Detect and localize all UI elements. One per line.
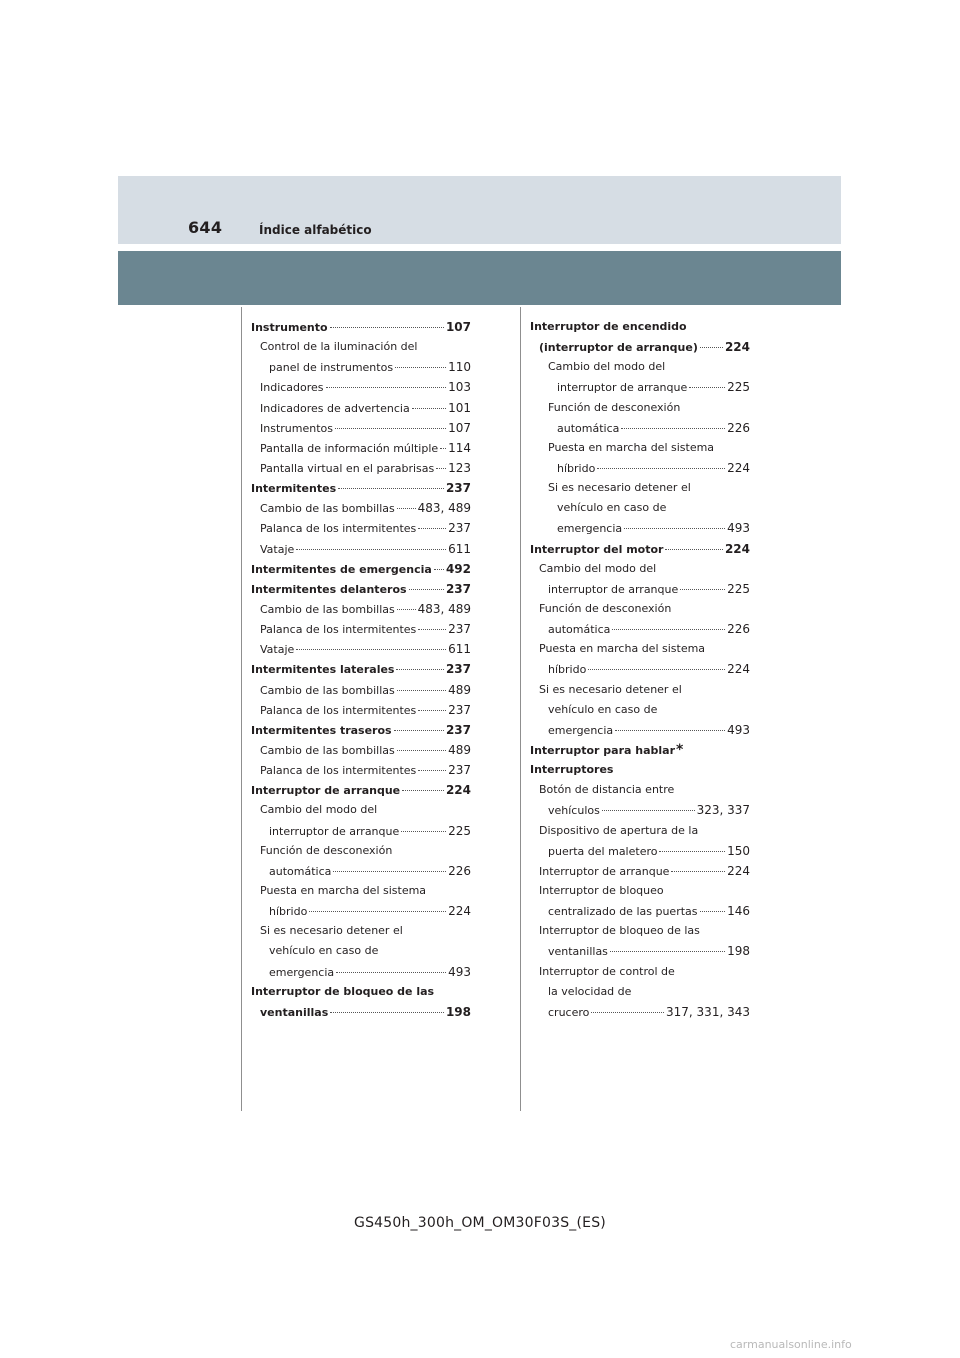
entry-label: híbrido (557, 461, 596, 475)
index-entry (530, 982, 750, 1002)
entry-label: Interruptor de bloqueo (539, 883, 664, 897)
entry-page-ref: 224 (727, 863, 750, 878)
entry-page-ref: 123 (448, 460, 471, 475)
index-entry (251, 559, 471, 579)
entry-label: Función de desconexión (548, 400, 681, 414)
entry-label: Interruptor de control de (539, 964, 675, 978)
index-entry (251, 639, 471, 659)
entry-label: vehículo en caso de (269, 944, 379, 958)
dot-leader (624, 528, 725, 529)
index-entry (251, 357, 471, 377)
index-entry (530, 861, 750, 881)
entry-label: Vataje (260, 643, 295, 657)
index-entry (251, 760, 471, 780)
entry-page-ref: 226 (727, 622, 750, 637)
entry-label: Indicadores (260, 381, 324, 395)
entry-page-ref: 150 (727, 843, 750, 858)
entry-page-ref: 226 (727, 420, 750, 435)
index-entry (530, 941, 750, 961)
entry-label: Intermitentes (251, 482, 337, 496)
index-entry (251, 579, 471, 599)
entry-label: vehículos (548, 804, 600, 818)
entry-label: (interruptor de arranque) (539, 341, 698, 355)
dot-leader (612, 629, 725, 630)
index-entry (251, 599, 471, 619)
dot-leader (588, 669, 725, 670)
entry-page-ref: 237 (445, 662, 471, 677)
entry-label: Puesta en marcha del sistema (548, 440, 715, 454)
dot-leader (409, 589, 444, 590)
index-entry (530, 700, 750, 720)
dot-leader (330, 1012, 444, 1013)
dot-leader (396, 669, 443, 670)
entry-page-ref: 114 (448, 440, 472, 455)
dot-leader (333, 871, 446, 872)
index-entry (251, 982, 471, 1002)
entry-label: Instrumento (251, 321, 328, 334)
dot-leader (680, 589, 725, 590)
entry-label: la velocidad de (548, 984, 632, 998)
dot-leader (395, 367, 446, 368)
entry-page-ref: 224 (724, 340, 750, 355)
entry-page-ref: 103 (448, 380, 471, 395)
dot-leader (671, 871, 725, 872)
entry-page-ref: 224 (445, 783, 471, 798)
dot-leader (597, 468, 725, 469)
entry-label: Cambio de las bombillas (260, 743, 395, 757)
index-entry (251, 337, 471, 357)
index-entry (251, 861, 471, 881)
dot-leader (418, 629, 446, 630)
entry-page-ref: 224 (724, 541, 750, 556)
entry-label: automática (269, 864, 332, 878)
index-entry (251, 800, 471, 820)
entry-page-ref: 493 (727, 722, 750, 737)
index-entry (530, 337, 750, 357)
entry-page-ref: 107 (448, 420, 471, 435)
entry-label: Interruptor de arranque (251, 784, 401, 798)
dot-leader (418, 770, 446, 771)
dot-leader (397, 690, 446, 691)
entry-label: Cambio de las bombillas (260, 683, 395, 697)
entry-label: Palanca de los intermitentes (260, 703, 417, 717)
index-entry (530, 458, 750, 478)
entry-page-ref: 146 (727, 904, 750, 919)
index-entry (530, 418, 750, 438)
entry-label: Botón de distancia entre (539, 783, 675, 797)
index-entry (530, 800, 750, 820)
entry-label: Indicadores de advertencia (260, 401, 410, 415)
watermark: carmanualsonline.info (730, 1338, 852, 1351)
entry-page-ref: 107 (445, 320, 471, 334)
entry-page-ref: 237 (445, 481, 471, 496)
index-entry (530, 357, 750, 377)
entry-page-ref: 226 (448, 863, 471, 878)
entry-label: Pantalla virtual en el parabrisas (260, 461, 435, 475)
index-entry (251, 539, 471, 559)
entry-page-ref: 492 (445, 561, 471, 576)
dot-leader (610, 951, 725, 952)
entry-label: Interruptor para hablar (530, 743, 675, 757)
dot-leader (602, 810, 695, 811)
index-entry (530, 559, 750, 579)
index-entry (530, 317, 750, 337)
dot-leader (700, 911, 726, 912)
dot-leader (659, 851, 725, 852)
entry-label: Puesta en marcha del sistema (539, 642, 706, 656)
entry-page-ref: 323, 337 (696, 803, 750, 818)
section-title: Índice alfabético (259, 223, 372, 237)
entry-page-ref: 493 (727, 521, 750, 536)
entry-label: centralizado de las puertas (548, 905, 698, 919)
entry-label: vehículo en caso de (548, 702, 658, 716)
entry-label: automática (557, 421, 620, 435)
index-entry (530, 881, 750, 901)
entry-page-ref: 110 (448, 360, 471, 375)
entry-label: Pantalla de información múltiple (260, 441, 439, 455)
entry-page-ref: 237 (448, 521, 471, 536)
dot-leader (412, 408, 446, 409)
index-entry (251, 518, 471, 538)
dot-leader (700, 347, 723, 348)
entry-label: emergencia (548, 723, 614, 737)
index-entry (530, 821, 750, 841)
index-entry (530, 841, 750, 861)
entry-page-ref: 489 (448, 742, 471, 757)
entry-label: emergencia (269, 965, 335, 979)
entry-label: crucero (548, 1005, 590, 1019)
index-entry (251, 720, 471, 740)
index-column-right (530, 317, 750, 1022)
entry-label: Función de desconexión (539, 601, 672, 615)
entry-label: Puesta en marcha del sistema (260, 883, 427, 897)
entry-page-ref: 224 (727, 662, 750, 677)
entry-label: híbrido (548, 663, 587, 677)
entry-label: interruptor de arranque (269, 824, 400, 838)
index-entry (530, 398, 750, 418)
entry-label: interruptor de arranque (557, 381, 688, 395)
dot-leader (436, 468, 446, 469)
dot-leader (335, 428, 446, 429)
index-entry (530, 921, 750, 941)
index-entry (530, 962, 750, 982)
dot-leader (397, 750, 446, 751)
index-entry (530, 518, 750, 538)
index-entry (251, 377, 471, 397)
entry-label: Interruptor de arranque (539, 864, 670, 878)
column-rule-left (241, 307, 242, 1111)
index-entry (251, 398, 471, 418)
index-entry (530, 579, 750, 599)
index-entry (251, 680, 471, 700)
index-entry (530, 539, 750, 559)
index-entry (251, 962, 471, 982)
entry-label: Cambio del modo del (539, 561, 657, 575)
entry-label: Intermitentes laterales (251, 663, 395, 677)
page-number: 644 (188, 218, 223, 237)
entry-page-ref: 483, 489 (417, 601, 471, 616)
entry-page-ref: 225 (448, 823, 471, 838)
asterisk-mark: * (676, 741, 684, 758)
entry-page-ref: 225 (727, 581, 750, 596)
entry-page-ref: 489 (448, 682, 471, 697)
index-entry (251, 921, 471, 941)
entry-label: Cambio del modo del (548, 360, 666, 374)
index-entry (530, 1002, 750, 1022)
entry-label: Palanca de los intermitentes (260, 764, 417, 778)
entry-label: Intermitentes delanteros (251, 582, 407, 596)
index-entry (530, 639, 750, 659)
index-entry (530, 478, 750, 498)
dot-leader (591, 1012, 664, 1013)
entry-label: Instrumentos (260, 421, 333, 435)
dot-leader (402, 790, 444, 791)
header-band (118, 251, 841, 305)
document-id: GS450h_300h_OM_OM30F03S_(ES) (354, 1215, 606, 1231)
entry-label: Interruptor del motor (530, 542, 664, 556)
column-rule-middle (520, 307, 521, 1111)
dot-leader (397, 609, 416, 610)
index-entry (251, 1002, 471, 1022)
entry-label: ventanillas (260, 1005, 329, 1019)
entry-page-ref: 198 (727, 944, 750, 959)
dot-leader (296, 549, 446, 550)
index-entry (251, 659, 471, 679)
entry-label: emergencia (557, 522, 623, 536)
index-entry (530, 377, 750, 397)
index-entry (530, 760, 750, 780)
entry-page-ref: 101 (448, 400, 471, 415)
entry-page-ref: 493 (448, 964, 471, 979)
entry-page-ref: 237 (448, 622, 471, 637)
entry-label: Interruptor de encendido (530, 320, 687, 333)
entry-label: Interruptor de bloqueo de las (539, 924, 700, 938)
dot-leader (665, 549, 722, 550)
dot-leader (689, 387, 725, 388)
index-entry (251, 700, 471, 720)
index-entry (251, 418, 471, 438)
entry-label: Cambio de las bombillas (260, 502, 395, 516)
index-entry (251, 438, 471, 458)
entry-label: Si es necesario detener el (548, 481, 691, 495)
index-entry (251, 821, 471, 841)
entry-label: ventanillas (548, 945, 608, 959)
dot-leader (615, 730, 725, 731)
entry-label: Si es necesario detener el (539, 682, 682, 696)
index-entry (530, 720, 750, 740)
entry-page-ref: 611 (448, 541, 471, 556)
index-entry (251, 780, 471, 800)
index-entry (530, 438, 750, 458)
dot-leader (440, 448, 446, 449)
entry-label: Vataje (260, 542, 295, 556)
entry-page-ref: 237 (448, 702, 471, 717)
dot-leader (621, 428, 725, 429)
dot-leader (434, 569, 444, 570)
entry-page-ref: 237 (445, 722, 471, 737)
entry-label: Interruptores (530, 763, 614, 777)
dot-leader (401, 831, 446, 832)
entry-label: puerta del maletero (548, 844, 658, 858)
entry-page-ref: 224 (727, 460, 750, 475)
entry-page-ref: 198 (445, 1004, 471, 1019)
index-entry (251, 941, 471, 961)
entry-label: Intermitentes de emergencia (251, 562, 432, 576)
index-entry (251, 881, 471, 901)
dot-leader (338, 488, 444, 489)
index-entry (251, 619, 471, 639)
entry-label: híbrido (269, 905, 308, 919)
index-entry (251, 458, 471, 478)
entry-page-ref: 224 (448, 904, 471, 919)
entry-label: Dispositivo de apertura de la (539, 823, 699, 837)
entry-label: Función de desconexión (260, 843, 393, 857)
index-entry (530, 498, 750, 518)
entry-label: Control de la iluminación del (260, 340, 418, 354)
dot-leader (330, 327, 444, 328)
entry-label: Interruptor de bloqueo de las (251, 984, 435, 998)
index-entry (251, 901, 471, 921)
index-entry (251, 317, 471, 337)
index-entry (530, 740, 750, 760)
entry-page-ref: 317, 331, 343 (666, 1004, 750, 1019)
dot-leader (418, 710, 446, 711)
entry-label: Palanca de los intermitentes (260, 522, 417, 536)
entry-label: Cambio del modo del (260, 803, 378, 817)
entry-label: Palanca de los intermitentes (260, 623, 417, 637)
index-entry (251, 841, 471, 861)
entry-label: vehículo en caso de (557, 501, 667, 515)
index-column-left (251, 317, 471, 1022)
entry-label: Intermitentes traseros (251, 723, 392, 737)
header-top-bar (118, 176, 841, 244)
index-entry (530, 680, 750, 700)
dot-leader (336, 972, 446, 973)
entry-page-ref: 225 (727, 380, 750, 395)
index-entry (530, 780, 750, 800)
entry-label: Cambio de las bombillas (260, 602, 395, 616)
index-entry (530, 901, 750, 921)
index-entry (530, 659, 750, 679)
dot-leader (418, 528, 446, 529)
entry-label: panel de instrumentos (269, 361, 394, 375)
dot-leader (296, 649, 446, 650)
entry-label: interruptor de arranque (548, 582, 679, 596)
dot-leader (397, 508, 416, 509)
index-entry (251, 478, 471, 498)
entry-page-ref: 611 (448, 642, 471, 657)
index-entry (251, 740, 471, 760)
dot-leader (309, 911, 446, 912)
dot-leader (326, 387, 447, 388)
entry-page-ref: 483, 489 (417, 501, 471, 516)
dot-leader (394, 730, 444, 731)
entry-page-ref: 237 (448, 763, 471, 778)
index-entry (530, 619, 750, 639)
entry-label: Si es necesario detener el (260, 924, 403, 938)
entry-label: automática (548, 623, 611, 637)
entry-page-ref: 237 (445, 581, 471, 596)
index-entry (251, 498, 471, 518)
index-entry (530, 599, 750, 619)
